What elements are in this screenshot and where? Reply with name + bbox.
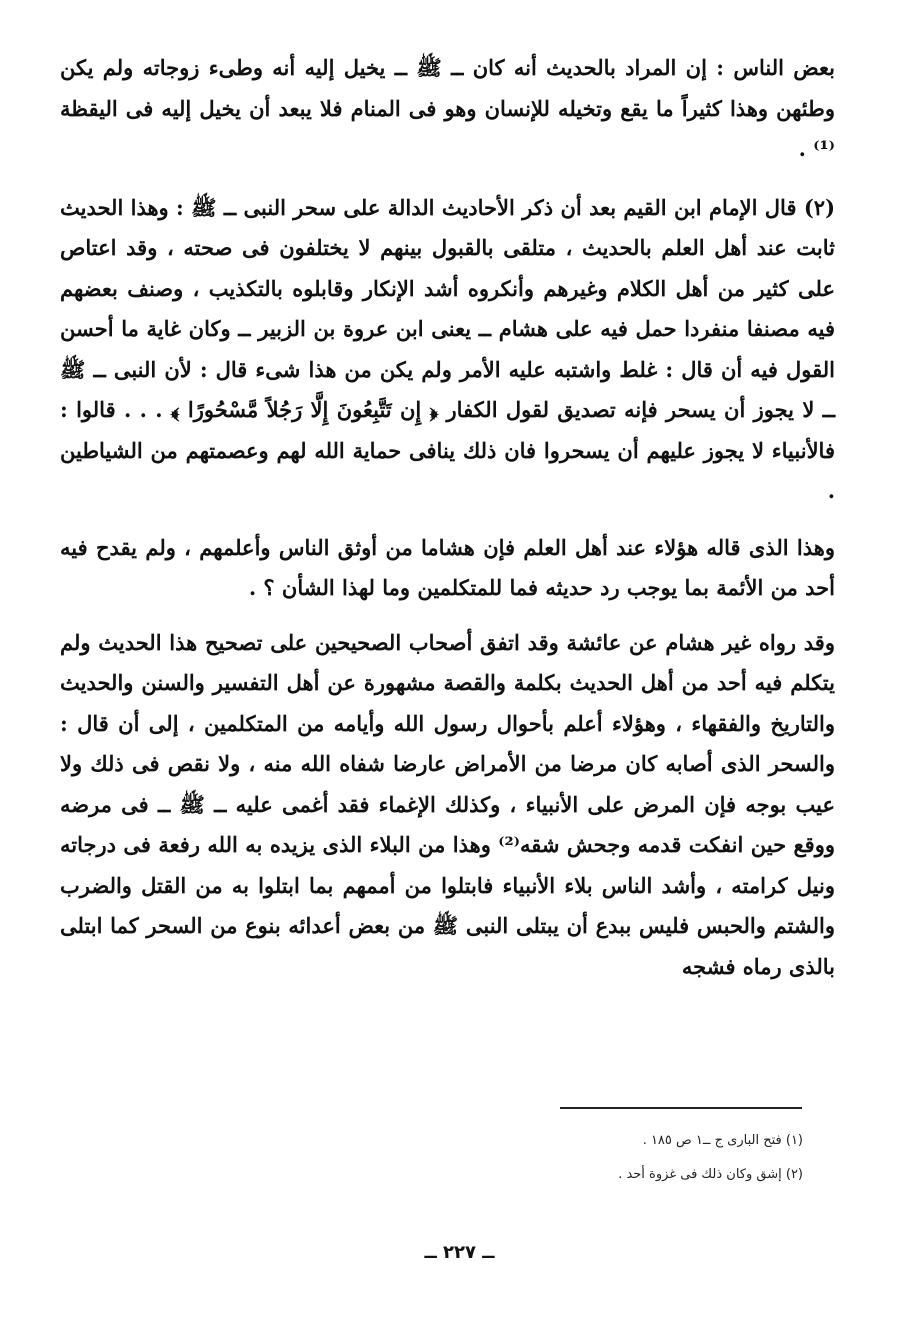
footnote-2: (٢) إشق وكان ذلك فى غزوة أحد . — [618, 1167, 803, 1182]
footnotes — [403, 1124, 803, 1192]
footnote-divider — [560, 1107, 802, 1109]
paragraph-3: وهذا الذى قاله هؤلاء عند أهل العلم فإن هشاما من أوثق الناس وأعلمهم ، ولم يقدح فيه أحد من الأئمة بما يوجب رد حديثه فما للمتكلمين وما لهذا الشأن ؟ . — [60, 534, 835, 600]
paragraph-1: بعض الناس : إن المراد بالحديث أنه كان ــ ﷺ ــ يخيل إليه أنه وطىء زوجاته ولم يكن وطئهن وهذا كثيراً ما يقع وتخيله للإنسان وهو فى المنام فلا يبعد أن يخيل إليه فى اليقظة ⁽¹⁾ . — [60, 55, 835, 161]
page-number: ــ ٢٢٧ ــ — [424, 1242, 495, 1263]
footnote-1: (١) فتح البارى ج ــ١ ص ١٨٥ . — [642, 1133, 803, 1148]
page-body — [60, 48, 835, 987]
paragraph-4: وقد رواه غير هشام عن عائشة وقد اتفق أصحاب الصحيحين على تصحيح هذا الحديث ولم يتكلم فيه أحد من أهل الحديث بكلمة والقصة مشهورة عن أهل التفسير والسنن والحديث والتاريخ والفقهاء ، وهؤلاء أعلم بأحوال رسول الله وأيامه من المتكلمين ، إلى أن قال : والسحر الذى أصابه كان مرضا من الأمراض عارضا شفاه الله منه ، ولا نقص فى ذلك ولا عيب بوجه فإن المرض على الأنبياء ، وكذلك الإغماء فقد أغمى عليه ــ ﷺ ــ فى مرضه ووقع حين انفكت قدمه وجحش شقه⁽²⁾ وهذا من البلاء الذى يزيده به الله رفعة فى درجاته ونيل كرامته ، وأشد الناس بلاء الأنبياء فابتلوا من أممهم بما ابتلوا به من القتل والضرب والشتم والحبس فليس ببدع أن يبتلى النبى ﷺ من بعض أعدائه بنوع من السحر كما ابتلى بالذى رماه فشجه — [60, 629, 835, 979]
paragraph-2: (٢) قال الإمام ابن القيم بعد أن ذكر الأحاديث الدالة على سحر النبى ــ ﷺ : وهذا الحديث ثابت عند أهل العلم بالحديث ، متلقى بالقبول بينهم لا يختلفون فى صحته ، وقد اعتاص على كثير من أهل الكلام وغيرهم وأنكروه أشد الإنكار وقابلوه بالتكذيب ، وصنف بعضهم فيه مصنفا منفردا حمل فيه على هشام ــ يعنى ابن عروة بن الزبير ــ وكان غاية ما أحسن القول فيه أن قال : غلط واشتبه عليه الأمر ولم يكن من هذا شىء قال : لأن النبى ــ ﷺ ــ لا يجوز أن يسحر فإنه تصديق لقول الكفار ﴿ إِن تَتَّبِعُونَ إِلَّا رَجُلاً مَّسْحُورًا ﴾ . . . قالوا : فالأنبياء لا يجوز عليهم أن يسحروا فان ذلك ينافى حماية الله لهم وعصمتهم من الشياطين . — [60, 194, 835, 503]
